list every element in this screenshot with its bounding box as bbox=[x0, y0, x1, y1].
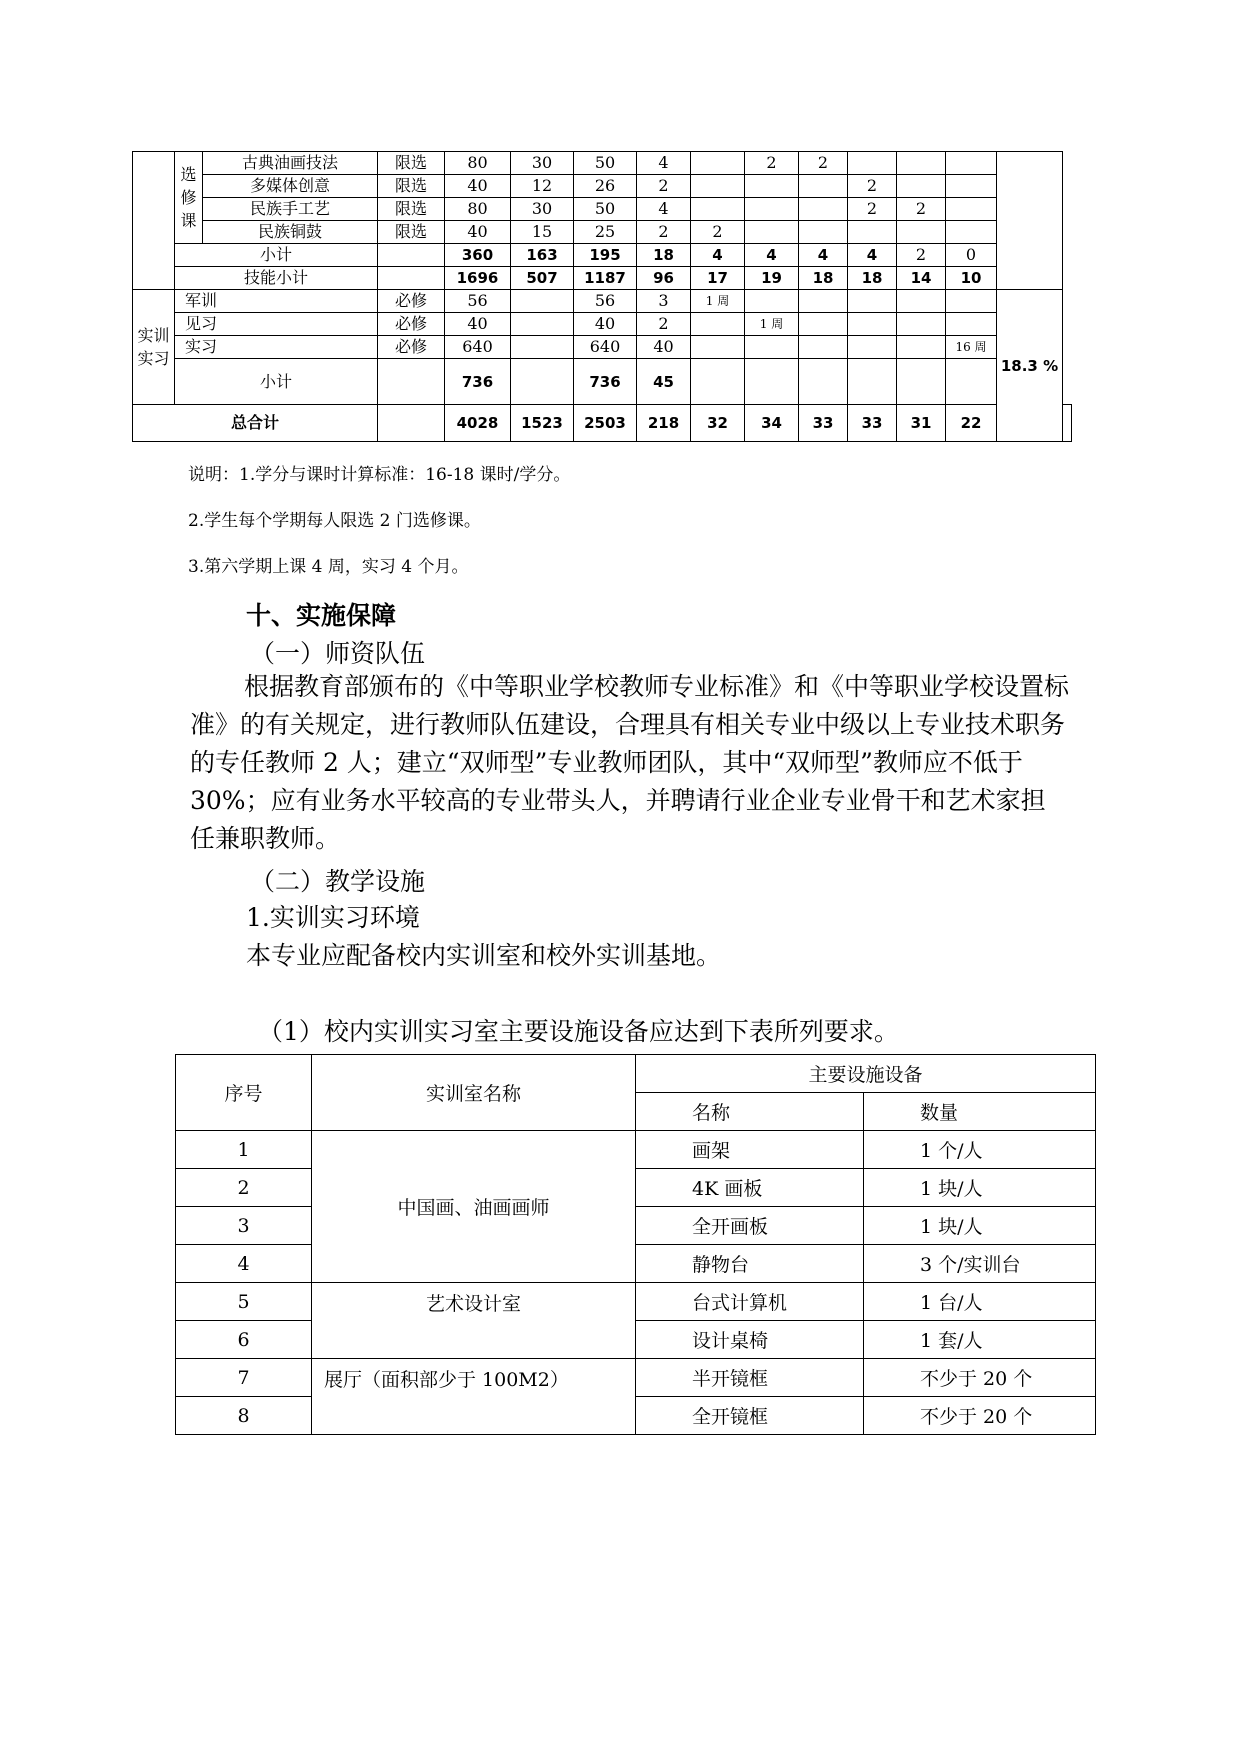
practice-hours: 640 bbox=[574, 336, 637, 359]
semester-6: 0 bbox=[946, 244, 997, 267]
theory-hours: 163 bbox=[511, 244, 574, 267]
semester-1 bbox=[691, 152, 745, 175]
row-no: 1 bbox=[176, 1131, 312, 1169]
grand-total-label: 总合计 bbox=[133, 405, 378, 442]
training-subtotal-row bbox=[133, 359, 1072, 405]
semester-6 bbox=[946, 313, 997, 336]
credits: 96 bbox=[637, 267, 691, 290]
semester-1: 4 bbox=[691, 244, 745, 267]
total-hours: 80 bbox=[445, 198, 511, 221]
subsection-training-env: 1.实训实习环境 bbox=[246, 903, 420, 932]
empty-cell bbox=[378, 267, 445, 290]
practice-hours: 736 bbox=[574, 359, 637, 405]
elective-group-label: 选修课 bbox=[175, 152, 203, 244]
credits: 4 bbox=[637, 198, 691, 221]
semester-1: 1 周 bbox=[691, 290, 745, 313]
semester-4 bbox=[848, 359, 897, 405]
total-hours: 40 bbox=[445, 313, 511, 336]
row-no: 4 bbox=[176, 1245, 312, 1283]
semester-4: 2 bbox=[848, 198, 897, 221]
row-no: 2 bbox=[176, 1169, 312, 1207]
semester-3: 18 bbox=[799, 267, 848, 290]
group-cell-empty bbox=[133, 152, 175, 290]
course-type: 必修 bbox=[378, 290, 445, 313]
equipment-name: 半开镜框 bbox=[636, 1359, 864, 1397]
semester-5: 31 bbox=[897, 405, 946, 442]
credits: 2 bbox=[637, 175, 691, 198]
subtotal-label: 小计 bbox=[175, 359, 378, 405]
course-type: 限选 bbox=[378, 175, 445, 198]
equipment-qty: 1 块/人 bbox=[864, 1207, 1096, 1245]
semester-5 bbox=[897, 221, 946, 244]
equipment-qty: 不少于 20 个 bbox=[864, 1397, 1096, 1435]
empty-cell bbox=[378, 405, 445, 442]
theory-hours bbox=[511, 313, 574, 336]
semester-5 bbox=[897, 313, 946, 336]
header-no: 序号 bbox=[176, 1055, 312, 1131]
semester-2: 4 bbox=[745, 244, 799, 267]
course-type: 限选 bbox=[378, 221, 445, 244]
credits: 45 bbox=[637, 359, 691, 405]
practice-hours: 1187 bbox=[574, 267, 637, 290]
elective-subtotal-row bbox=[133, 244, 1072, 267]
theory-hours bbox=[511, 336, 574, 359]
semester-1 bbox=[691, 198, 745, 221]
semester-1 bbox=[691, 313, 745, 336]
semester-4: 33 bbox=[848, 405, 897, 442]
semester-3 bbox=[799, 175, 848, 198]
total-hours: 80 bbox=[445, 152, 511, 175]
semester-6 bbox=[946, 175, 997, 198]
note-2: 2.学生每个学期每人限选 2 门选修课。 bbox=[188, 511, 481, 531]
subtotal-label: 小计 bbox=[175, 244, 378, 267]
semester-4: 2 bbox=[848, 175, 897, 198]
semester-3 bbox=[799, 313, 848, 336]
semester-4: 18 bbox=[848, 267, 897, 290]
equipment-qty: 1 块/人 bbox=[864, 1169, 1096, 1207]
course-name: 民族铜鼓 bbox=[203, 221, 378, 244]
semester-2 bbox=[745, 290, 799, 313]
semester-2: 1 周 bbox=[745, 313, 799, 336]
row-no: 5 bbox=[176, 1283, 312, 1321]
header-name: 名称 bbox=[636, 1093, 864, 1131]
theory-hours: 30 bbox=[511, 198, 574, 221]
subsection-facilities: （二）教学设施 bbox=[250, 867, 426, 896]
table-row bbox=[133, 336, 1072, 359]
equipment-name: 静物台 bbox=[636, 1245, 864, 1283]
total-hours: 640 bbox=[445, 336, 511, 359]
equipment-name: 4K 画板 bbox=[636, 1169, 864, 1207]
semester-2 bbox=[745, 175, 799, 198]
row-no: 3 bbox=[176, 1207, 312, 1245]
credits: 2 bbox=[637, 221, 691, 244]
row-no: 8 bbox=[176, 1397, 312, 1435]
semester-4 bbox=[848, 313, 897, 336]
semester-1: 17 bbox=[691, 267, 745, 290]
row-no: 7 bbox=[176, 1359, 312, 1397]
total-hours: 360 bbox=[445, 244, 511, 267]
header-room: 实训室名称 bbox=[312, 1055, 636, 1131]
equipment-qty: 3 个/实训台 bbox=[864, 1245, 1096, 1283]
table-row bbox=[133, 313, 1072, 336]
semester-1 bbox=[691, 359, 745, 405]
total-hours: 56 bbox=[445, 290, 511, 313]
table-row bbox=[176, 1131, 1096, 1169]
theory-hours: 15 bbox=[511, 221, 574, 244]
table-row bbox=[133, 152, 1072, 175]
practice-hours: 26 bbox=[574, 175, 637, 198]
total-hours: 4028 bbox=[445, 405, 511, 442]
header-equipment: 主要设施设备 bbox=[636, 1055, 1096, 1093]
course-name: 见习 bbox=[175, 313, 378, 336]
course-name: 军训 bbox=[175, 290, 378, 313]
table-row bbox=[133, 198, 1072, 221]
practice-hours: 56 bbox=[574, 290, 637, 313]
table-row bbox=[133, 175, 1072, 198]
equipment-qty: 1 台/人 bbox=[864, 1283, 1096, 1321]
semester-3 bbox=[799, 198, 848, 221]
course-name: 实习 bbox=[175, 336, 378, 359]
theory-hours: 12 bbox=[511, 175, 574, 198]
equipment-qty: 1 套/人 bbox=[864, 1321, 1096, 1359]
semester-6: 10 bbox=[946, 267, 997, 290]
course-type: 必修 bbox=[378, 313, 445, 336]
semester-6 bbox=[946, 290, 997, 313]
semester-4 bbox=[848, 336, 897, 359]
table-row bbox=[133, 290, 1072, 313]
semester-4 bbox=[848, 221, 897, 244]
semester-3 bbox=[799, 336, 848, 359]
course-type: 限选 bbox=[378, 152, 445, 175]
equipment-qty: 1 个/人 bbox=[864, 1131, 1096, 1169]
practice-hours: 50 bbox=[574, 198, 637, 221]
theory-hours bbox=[511, 359, 574, 405]
facility-table bbox=[175, 1054, 1096, 1435]
training-group-label: 实训实习 bbox=[133, 290, 175, 405]
room-name: 中国画、油画画师 bbox=[312, 1131, 636, 1283]
credits: 3 bbox=[637, 290, 691, 313]
semester-5 bbox=[897, 152, 946, 175]
course-type: 必修 bbox=[378, 336, 445, 359]
total-hours: 40 bbox=[445, 175, 511, 198]
facility-table-caption: （1）校内实训实习室主要设施设备应达到下表所列要求。 bbox=[258, 1017, 899, 1046]
empty-cell bbox=[378, 244, 445, 267]
theory-hours: 30 bbox=[511, 152, 574, 175]
semester-5 bbox=[897, 290, 946, 313]
room-name: 艺术设计室 bbox=[312, 1283, 636, 1359]
semester-5: 14 bbox=[897, 267, 946, 290]
semester-2 bbox=[745, 336, 799, 359]
semester-2: 2 bbox=[745, 152, 799, 175]
note-3: 3.第六学期上课 4 周，实习 4 个月。 bbox=[188, 557, 469, 577]
credits: 4 bbox=[637, 152, 691, 175]
total-hours: 40 bbox=[445, 221, 511, 244]
table-row bbox=[176, 1359, 1096, 1397]
course-hours-table bbox=[132, 151, 1072, 442]
course-type: 限选 bbox=[378, 198, 445, 221]
note-1: 说明：1.学分与课时计算标准：16-18 课时/学分。 bbox=[188, 465, 571, 485]
subsection-teachers: （一）师资队伍 bbox=[250, 639, 426, 668]
semester-5: 2 bbox=[897, 198, 946, 221]
semester-1: 2 bbox=[691, 221, 745, 244]
empty-cell bbox=[378, 359, 445, 405]
teachers-paragraph: 根据教育部颁布的《中等职业学校教师专业标准》和《中等职业学校设置标准》的有关规定，进行教师队伍建设，合理具有相关专业中级以上专业技术职务的专任教师 2 人；建立“双师型”专业教师团队，其中“双师型”教师应不低于 30%；应有业务水平较高的专业带头人，并聘请行业企业专业骨干和艺术家担任兼职教师。 bbox=[190, 672, 1070, 853]
semester-3: 2 bbox=[799, 152, 848, 175]
practice-hours: 40 bbox=[574, 313, 637, 336]
table-row bbox=[176, 1283, 1096, 1321]
table-header-row bbox=[176, 1055, 1096, 1093]
semester-3: 4 bbox=[799, 244, 848, 267]
semester-3 bbox=[799, 359, 848, 405]
semester-1 bbox=[691, 336, 745, 359]
room-name: 展厅（面积部少于 100M2） bbox=[312, 1359, 636, 1435]
semester-6 bbox=[946, 198, 997, 221]
semester-6 bbox=[946, 221, 997, 244]
practice-hours: 195 bbox=[574, 244, 637, 267]
total-hours: 1696 bbox=[445, 267, 511, 290]
theory-hours: 507 bbox=[511, 267, 574, 290]
table-row bbox=[133, 221, 1072, 244]
semester-5 bbox=[897, 175, 946, 198]
training-env-paragraph: 本专业应配备校内实训室和校外实训基地。 bbox=[246, 941, 722, 970]
grand-total-row bbox=[133, 405, 1072, 442]
course-name: 民族手工艺 bbox=[203, 198, 378, 221]
semester-5 bbox=[897, 336, 946, 359]
semester-6 bbox=[946, 359, 997, 405]
semester-3: 33 bbox=[799, 405, 848, 442]
equipment-name: 全开镜框 bbox=[636, 1397, 864, 1435]
practice-hours: 50 bbox=[574, 152, 637, 175]
training-ratio: 18.3 % bbox=[997, 290, 1063, 442]
empty-cell bbox=[1063, 405, 1072, 442]
semester-4 bbox=[848, 152, 897, 175]
course-name: 多媒体创意 bbox=[203, 175, 378, 198]
theory-hours: 1523 bbox=[511, 405, 574, 442]
equipment-name: 画架 bbox=[636, 1131, 864, 1169]
credits: 40 bbox=[637, 336, 691, 359]
theory-hours bbox=[511, 290, 574, 313]
semester-4 bbox=[848, 290, 897, 313]
row-no: 6 bbox=[176, 1321, 312, 1359]
course-name: 古典油画技法 bbox=[203, 152, 378, 175]
equipment-name: 台式计算机 bbox=[636, 1283, 864, 1321]
semester-4: 4 bbox=[848, 244, 897, 267]
semester-3 bbox=[799, 221, 848, 244]
semester-3 bbox=[799, 290, 848, 313]
subtotal-label: 技能小计 bbox=[175, 267, 378, 290]
semester-2 bbox=[745, 359, 799, 405]
skill-subtotal-row bbox=[133, 267, 1072, 290]
practice-hours: 2503 bbox=[574, 405, 637, 442]
semester-5 bbox=[897, 359, 946, 405]
equipment-qty: 不少于 20 个 bbox=[864, 1359, 1096, 1397]
header-qty: 数量 bbox=[864, 1093, 1096, 1131]
semester-6 bbox=[946, 152, 997, 175]
credits: 2 bbox=[637, 313, 691, 336]
total-hours: 736 bbox=[445, 359, 511, 405]
equipment-name: 设计桌椅 bbox=[636, 1321, 864, 1359]
credits: 218 bbox=[637, 405, 691, 442]
semester-2 bbox=[745, 198, 799, 221]
semester-2 bbox=[745, 221, 799, 244]
semester-6: 16 周 bbox=[946, 336, 997, 359]
equipment-name: 全开画板 bbox=[636, 1207, 864, 1245]
semester-2: 34 bbox=[745, 405, 799, 442]
semester-1: 32 bbox=[691, 405, 745, 442]
semester-5: 2 bbox=[897, 244, 946, 267]
semester-6: 22 bbox=[946, 405, 997, 442]
credits: 18 bbox=[637, 244, 691, 267]
section-title: 十、实施保障 bbox=[246, 601, 397, 630]
semester-2: 19 bbox=[745, 267, 799, 290]
practice-hours: 25 bbox=[574, 221, 637, 244]
semester-1 bbox=[691, 175, 745, 198]
ratio-cell-empty bbox=[997, 152, 1063, 290]
